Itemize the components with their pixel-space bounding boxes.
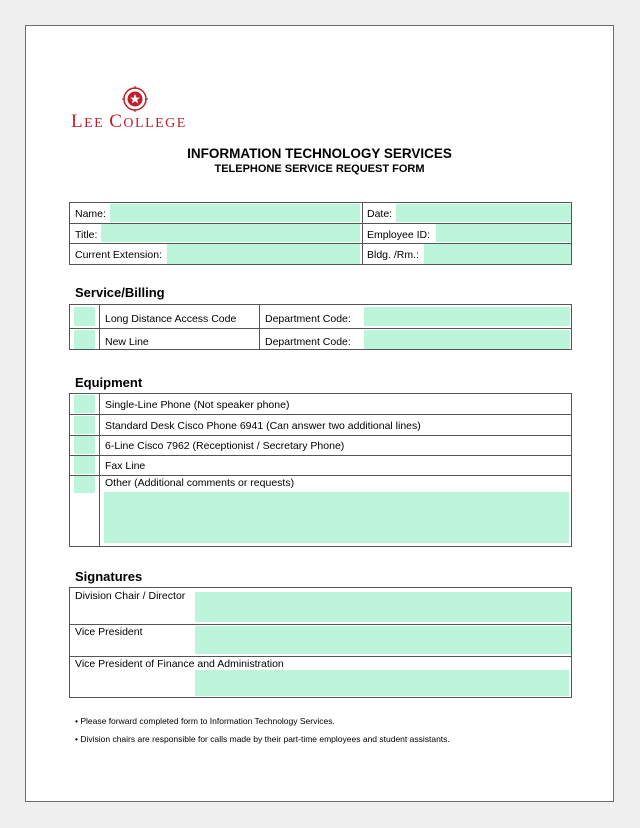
signature-label: Vice President of Finance and Administration bbox=[75, 658, 284, 670]
page-title: INFORMATION TECHNOLOGY SERVICES bbox=[187, 146, 452, 161]
bldg-room-field[interactable] bbox=[424, 244, 571, 264]
cisco-7962-checkbox[interactable] bbox=[74, 436, 95, 454]
name-label: Name: bbox=[75, 208, 106, 220]
equipment-item: Standard Desk Cisco Phone 6941 (Can answer two additional lines) bbox=[105, 420, 421, 432]
name-field[interactable] bbox=[110, 204, 360, 222]
division-chair-signature-field[interactable] bbox=[195, 592, 571, 622]
signature-label: Vice President bbox=[75, 626, 143, 638]
college-logo bbox=[71, 86, 191, 131]
vice-president-signature-field[interactable] bbox=[195, 626, 571, 654]
vp-finance-signature-field[interactable] bbox=[195, 670, 569, 696]
info-table bbox=[69, 202, 572, 265]
equipment-item: Other (Additional comments or requests) bbox=[105, 477, 295, 489]
department-code-label: Department Code: bbox=[265, 313, 351, 325]
star-seal-icon bbox=[122, 86, 148, 112]
single-line-phone-checkbox[interactable] bbox=[74, 395, 95, 413]
signatures-heading: Signatures bbox=[75, 569, 143, 584]
service-heading: Service/Billing bbox=[75, 285, 165, 300]
equipment-item: 6-Line Cisco 7962 (Receptionist / Secretary Phone) bbox=[105, 440, 345, 452]
long-distance-label: Long Distance Access Code bbox=[105, 313, 237, 325]
fax-line-checkbox[interactable] bbox=[74, 456, 95, 474]
service-table bbox=[69, 304, 572, 350]
equipment-table bbox=[69, 393, 572, 547]
employee-id-field[interactable] bbox=[436, 224, 571, 242]
signatures-table bbox=[69, 587, 572, 698]
title-label: Title: bbox=[75, 229, 98, 241]
date-label: Date: bbox=[367, 208, 393, 220]
college-name: LEE COLLEGE bbox=[71, 111, 187, 132]
department-code-label: Department Code: bbox=[265, 336, 351, 348]
footnote: • Division chairs are responsible for calls made by their part-time employees and student assistants. bbox=[75, 734, 450, 744]
signature-label: Division Chair / Director bbox=[75, 590, 186, 602]
footnote: • Please forward completed form to Information Technology Services. bbox=[75, 716, 335, 726]
department-code-field[interactable] bbox=[364, 330, 570, 349]
other-checkbox[interactable] bbox=[74, 476, 95, 493]
extension-field[interactable] bbox=[167, 244, 360, 264]
comments-textarea[interactable] bbox=[104, 492, 569, 543]
title-field[interactable] bbox=[101, 224, 360, 242]
employee-id-label: Employee ID: bbox=[367, 229, 431, 241]
equipment-heading: Equipment bbox=[75, 375, 143, 390]
cisco-6941-checkbox[interactable] bbox=[74, 416, 95, 434]
bldg-room-label: Bldg. /Rm.: bbox=[367, 249, 419, 261]
extension-label: Current Extension: bbox=[75, 249, 162, 261]
equipment-item: Single-Line Phone (Not speaker phone) bbox=[105, 399, 290, 411]
form-page bbox=[25, 25, 614, 802]
department-code-field[interactable] bbox=[364, 307, 570, 326]
new-line-checkbox[interactable] bbox=[74, 330, 95, 349]
page-subtitle: TELEPHONE SERVICE REQUEST FORM bbox=[214, 163, 425, 175]
long-distance-checkbox[interactable] bbox=[74, 307, 95, 326]
new-line-label: New Line bbox=[105, 336, 149, 348]
date-field[interactable] bbox=[396, 204, 571, 222]
equipment-item: Fax Line bbox=[105, 460, 146, 472]
